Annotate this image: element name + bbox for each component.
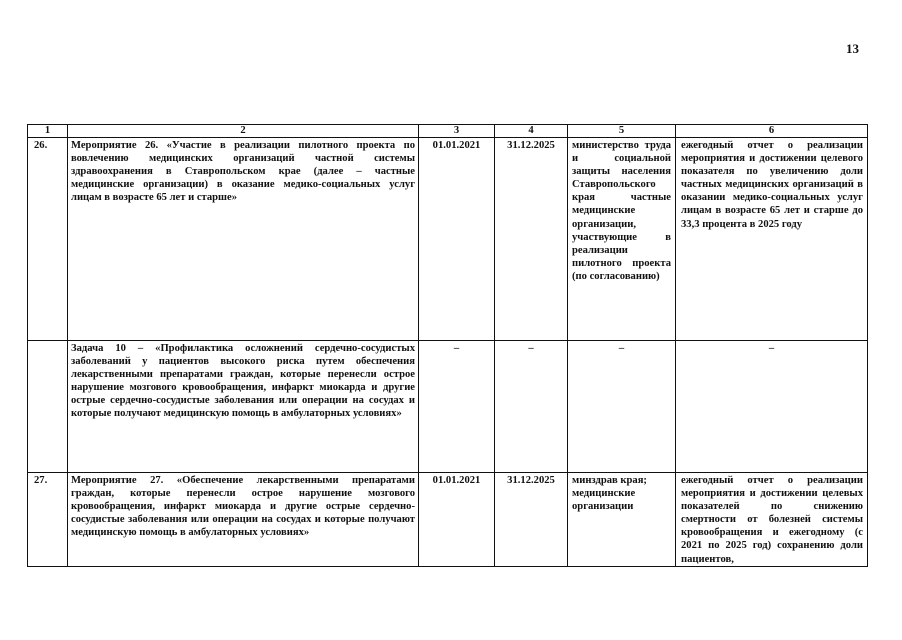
start-date: – xyxy=(419,341,495,473)
row-number xyxy=(28,341,68,473)
row-number: 27. xyxy=(28,473,68,567)
header-row xyxy=(28,125,868,138)
activity-text: Мероприятие 26. «Участие в реализации пилотного проекта по вовлечению медицинских организаций частной системы здравоохранения в Ставропольском крае (далее – частные медицинские организации) в оказание медико-социальных услуг лицам в возрасте 65 лет и старше» xyxy=(68,138,419,341)
header-cell: 1 xyxy=(28,125,68,138)
executor: – xyxy=(568,341,676,473)
table-row xyxy=(28,341,868,473)
table-row xyxy=(28,473,868,567)
header-cell: 2 xyxy=(68,125,419,138)
start-date: 01.01.2021 xyxy=(419,138,495,341)
start-date: 01.01.2021 xyxy=(419,473,495,567)
expected-result: ежегодный отчет о реализации мероприятия и достижении целевого показателя по увеличению доли частных медицинских организаций в оказании медико-социальных услуг лицам в возрасте 65 лет и старше до 33,3 процента в 2025 году xyxy=(676,138,868,341)
expected-result: ежегодный отчет о реализации мероприятия и достижении целевых показателей по снижению смертности от болезней системы кровообращения и ежегодному (с 2021 по 2025 год) сохранению доли пациентов, xyxy=(676,473,868,567)
end-date: 31.12.2025 xyxy=(495,473,568,567)
header-cell: 4 xyxy=(495,125,568,138)
header-cell: 5 xyxy=(568,125,676,138)
activity-text: Мероприятие 27. «Обеспечение лекарственными препаратами граждан, которые перенесли острое нарушение мозгового кровообращения, инфаркт миокарда и другие острые сердечно-сосудистые заболевания или операции на сосудах и которые получают медицинскую помощь в амбулаторных условиях» xyxy=(68,473,419,567)
expected-result: – xyxy=(676,341,868,473)
executor: министерство труда и социальной защиты населения Ставропольского края частные медицинские организации, участвующие в реализации пилотного проекта (по согласованию) xyxy=(568,138,676,341)
plan-table xyxy=(27,124,868,567)
page-number: 13 xyxy=(846,41,859,56)
task-text: Задача 10 – «Профилактика осложнений сердечно-сосудистых заболеваний у пациентов высокого риска путем обеспечения лекарственными препаратами граждан, которые перенесли острое нарушение мозгового кровообращения, инфаркт миокарда и другие острые сердечно-сосудистые заболевания или операции на сосудах и которые получают медицинскую помощь в амбулаторных условиях» xyxy=(68,341,419,473)
table-row xyxy=(28,138,868,341)
header-cell: 3 xyxy=(419,125,495,138)
end-date: – xyxy=(495,341,568,473)
row-number: 26. xyxy=(28,138,68,341)
header-cell: 6 xyxy=(676,125,868,138)
end-date: 31.12.2025 xyxy=(495,138,568,341)
executor: минздрав края; медицинские организации xyxy=(568,473,676,567)
